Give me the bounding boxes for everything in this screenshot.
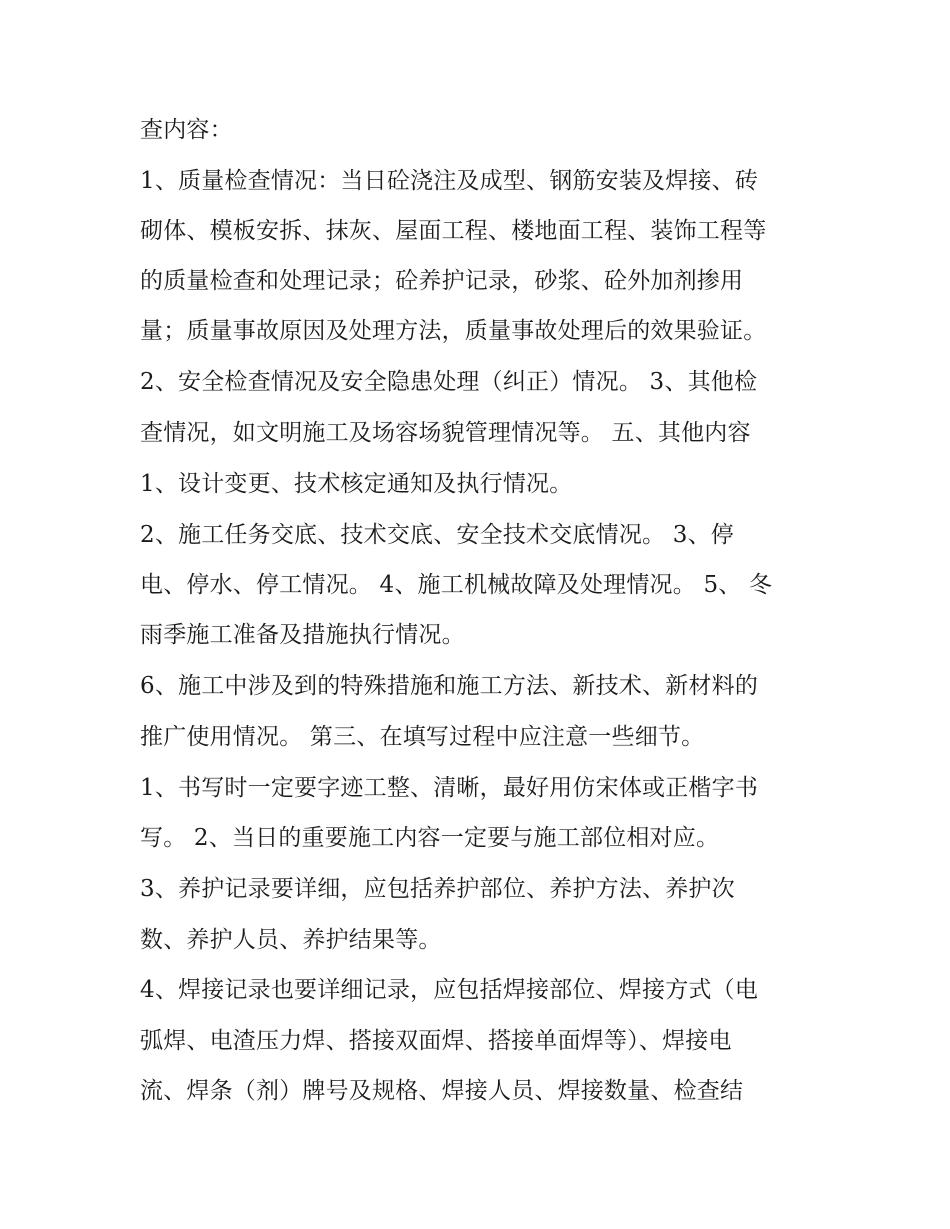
text-line: 查情况，如文明施工及场容场貌管理情况等。 五、其他内容 xyxy=(140,420,751,446)
text-line: 砌体、模板安拆、抹灰、屋面工程、楼地面工程、装饰工程等 xyxy=(140,218,767,244)
text-line: 查内容： xyxy=(140,117,233,143)
text-line: 6、施工中涉及到的特殊措施和施工方法、新技术、新材料的 xyxy=(140,673,759,699)
text-line: 写。 2、当日的重要施工内容一定要与施工部位相对应。 xyxy=(140,825,720,851)
text-line: 电、停水、停工情况。 4、施工机械故障及处理情况。 5、 冬 xyxy=(140,572,773,598)
text-line: 流、焊条（剂）牌号及规格、焊接人员、焊接数量、检查结 xyxy=(140,1078,744,1104)
text-line: 3、养护记录要详细，应包括养护部位、养护方法、养护次 xyxy=(140,876,735,902)
text-line: 1、质量检查情况：当日砼浇注及成型、钢筋安装及焊接、砖 xyxy=(140,168,759,194)
text-line: 2、安全检查情况及安全隐患处理（纠正）情况。 3、其他检 xyxy=(140,369,758,395)
text-line: 的质量检查和处理记录；砼养护记录，砂浆、砼外加剂掺用 xyxy=(140,268,744,294)
text-line: 1、书写时一定要字迹工整、清晰，最好用仿宋体或正楷字书 xyxy=(140,775,759,801)
text-line: 量；质量事故原因及处理方法，质量事故处理后的效果验证。 xyxy=(140,318,767,344)
text-line: 雨季施工准备及措施执行情况。 xyxy=(140,622,465,648)
text-line: 推广使用情况。 第三、在填写过程中应注意一些细节。 xyxy=(140,724,705,750)
text-line: 4、焊接记录也要详细记录，应包括焊接部位、焊接方式（电 xyxy=(140,977,759,1003)
text-line: 1、设计变更、技术核定通知及执行情况。 xyxy=(140,471,573,497)
text-line: 弧焊、电渣压力焊、搭接双面焊、搭接单面焊等）、焊接电 xyxy=(140,1028,732,1054)
text-line: 数、养护人员、养护结果等。 xyxy=(140,927,442,953)
text-line: 2、施工任务交底、技术交底、安全技术交底情况。 3、停 xyxy=(140,522,734,548)
